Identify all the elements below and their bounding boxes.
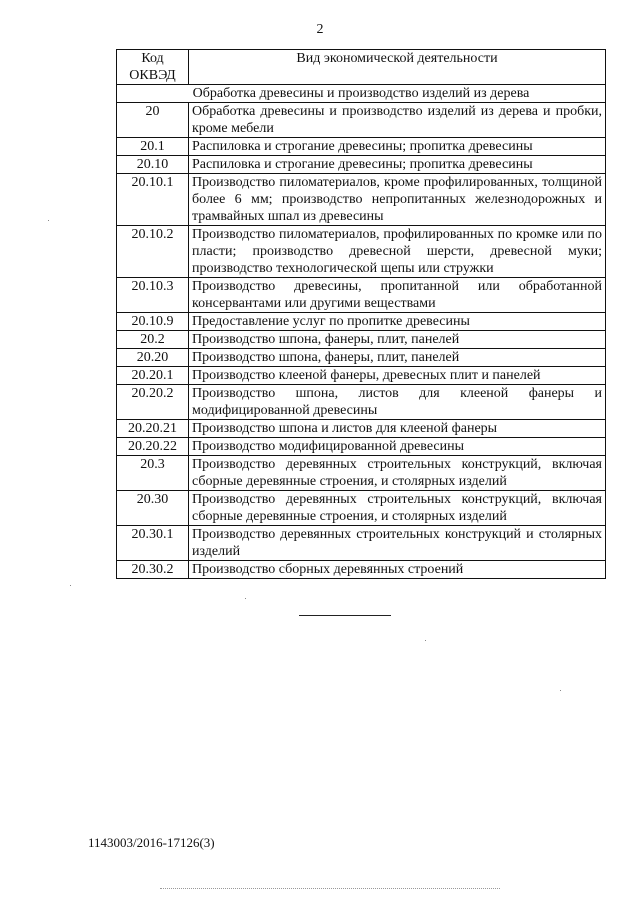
scan-speck — [425, 640, 426, 641]
okved-code: 20.10 — [117, 156, 189, 174]
okved-code: 20.20.22 — [117, 438, 189, 456]
activity-name: Распиловка и строгание древесины; пропитка древесины — [189, 138, 606, 156]
section-title: Обработка древесины и производство изделий из дерева — [117, 85, 606, 103]
okved-code: 20.10.3 — [117, 278, 189, 313]
activity-name: Производство деревянных строительных конструкций и столярных изделий — [189, 526, 606, 561]
okved-code: 20.10.1 — [117, 174, 189, 226]
activity-name: Производство древесины, пропитанной или обработанной консервантами или другими веществами — [189, 278, 606, 313]
table-row — [117, 138, 606, 156]
activity-name: Производство модифицированной древесины — [189, 438, 606, 456]
table-row — [117, 367, 606, 385]
okved-code: 20.20.2 — [117, 385, 189, 420]
okved-code: 20.30 — [117, 491, 189, 526]
end-rule — [299, 615, 391, 616]
activity-name: Производство шпона, фанеры, плит, панелей — [189, 349, 606, 367]
table-row — [117, 103, 606, 138]
activity-name: Производство сборных деревянных строений — [189, 561, 606, 579]
activity-name: Производство шпона, фанеры, плит, панелей — [189, 331, 606, 349]
okved-code: 20.30.1 — [117, 526, 189, 561]
table-row — [117, 349, 606, 367]
okved-code: 20.10.2 — [117, 226, 189, 278]
activity-name: Обработка древесины и производство изделий из дерева и пробки, кроме мебели — [189, 103, 606, 138]
table-row — [117, 561, 606, 579]
document-id: 1143003/2016-17126(3) — [88, 835, 215, 850]
table-row — [117, 174, 606, 226]
okved-code: 20.20.21 — [117, 420, 189, 438]
table-header-row — [117, 50, 606, 85]
table-row — [117, 438, 606, 456]
scan-speck — [48, 220, 49, 221]
table-row — [117, 456, 606, 491]
okved-code: 20.20.1 — [117, 367, 189, 385]
okved-code: 20.20 — [117, 349, 189, 367]
activity-name: Предоставление услуг по пропитке древесины — [189, 313, 606, 331]
activity-name: Производство пиломатериалов, кроме профилированных, толщиной более 6 мм; производство непропитанных железнодорожных и трамвайных шпал из древесины — [189, 174, 606, 226]
table-row — [117, 313, 606, 331]
activity-name: Производство шпона и листов для клееной фанеры — [189, 420, 606, 438]
header-code: Код ОКВЭД — [117, 50, 189, 85]
scan-speck — [245, 598, 246, 599]
page-number: 2 — [316, 22, 324, 37]
table-row — [117, 331, 606, 349]
scan-dotted-line — [160, 888, 500, 889]
table-row — [117, 226, 606, 278]
table-row — [117, 156, 606, 174]
okved-code: 20.10.9 — [117, 313, 189, 331]
table-row — [117, 278, 606, 313]
table-row — [117, 491, 606, 526]
okved-code: 20.30.2 — [117, 561, 189, 579]
activity-name: Производство шпона, листов для клееной фанеры и модифицированной древесины — [189, 385, 606, 420]
okved-code: 20.3 — [117, 456, 189, 491]
activity-name: Производство деревянных строительных конструкций, включая сборные деревянные строения, и столярных изделий — [189, 456, 606, 491]
scan-speck — [560, 690, 561, 691]
table-row — [117, 420, 606, 438]
table-row — [117, 526, 606, 561]
okved-code: 20.1 — [117, 138, 189, 156]
activity-name: Производство деревянных строительных конструкций, включая сборные деревянные строения, и столярных изделий — [189, 491, 606, 526]
okved-table — [116, 49, 606, 579]
header-name: Вид экономической деятельности — [189, 50, 606, 85]
scan-speck — [70, 585, 71, 586]
activity-name: Производство пиломатериалов, профилированных по кромке или по пласти; производство древесной шерсти, древесной муки; производство технологической щепы или стружки — [189, 226, 606, 278]
okved-code: 20 — [117, 103, 189, 138]
okved-code: 20.2 — [117, 331, 189, 349]
activity-name: Распиловка и строгание древесины; пропитка древесины — [189, 156, 606, 174]
section-row — [117, 85, 606, 103]
table-row — [117, 385, 606, 420]
activity-name: Производство клееной фанеры, древесных плит и панелей — [189, 367, 606, 385]
